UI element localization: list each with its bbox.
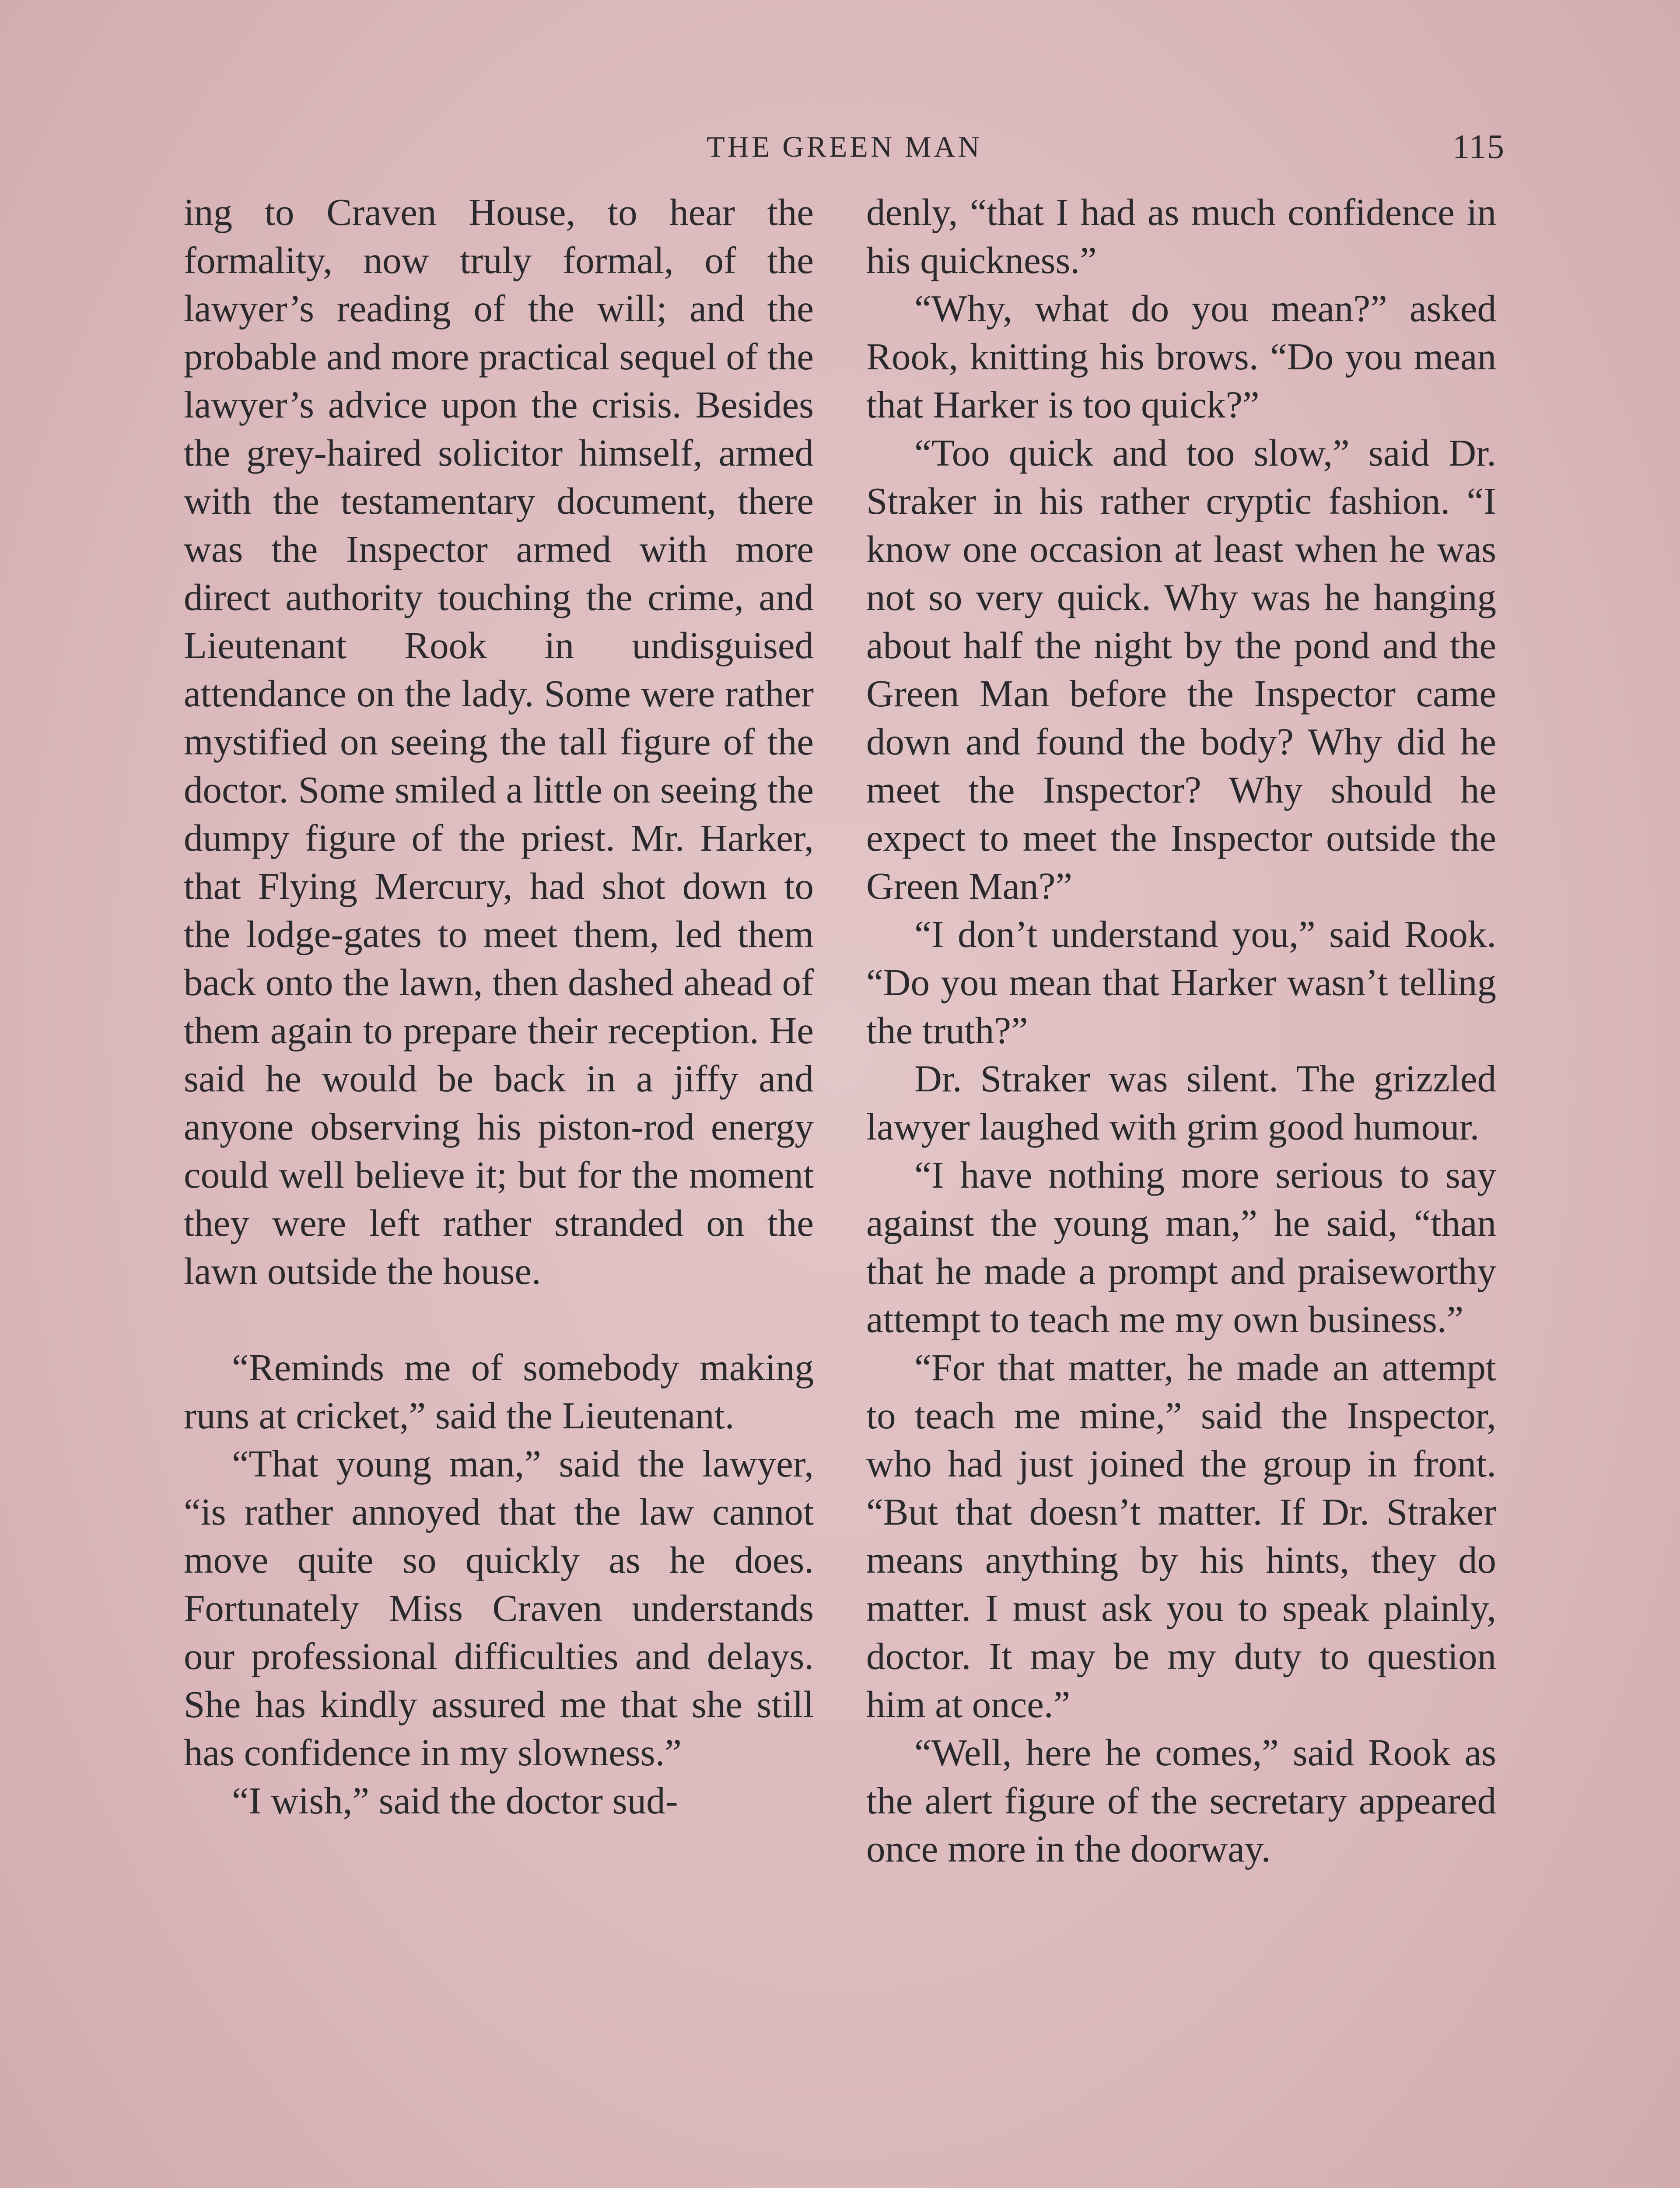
- paragraph: “Why, what do you mean?” asked Rook, knitting his brows. “Do you mean that Harker is too quick?”: [866, 287, 1496, 426]
- paragraph: “I don’t understand you,” said Rook. “Do you mean that Harker wasn’t telling the truth?”: [866, 913, 1496, 1052]
- page-number: 115: [1452, 127, 1505, 165]
- paragraph: “Reminds me of somebody making runs at cricket,” said the Lieutenant.: [184, 1346, 814, 1437]
- paragraph: “I have nothing more serious to say against the young man,” he said, “than that he made a prompt and praiseworthy attempt to teach me my own business.”: [866, 1154, 1496, 1340]
- paragraph: “Too quick and too slow,” said Dr. Straker in his rather cryptic fashion. “I know one occasion at least when he was not so very quick. Why was he hanging about half the night by the pond and the Green Man before the Inspector came down and found the body? Why did he meet the Inspector? Why should he expect to meet the Inspector outside the Green Man?”: [866, 431, 1496, 907]
- paragraph: “Well, here he comes,” said Rook as the alert figure of the secretary appeared once more in the doorway.: [866, 1731, 1496, 1870]
- paragraph: “That young man,” said the lawyer, “is rather annoyed that the law cannot move quite so quickly as he does. Fortunately Miss Craven understands our professional difficulties and delays. She has kindly assured me that she still has confidence in my slowness.”: [184, 1442, 814, 1774]
- left-column: [184, 188, 814, 1825]
- paragraph: ing to Craven House, to hear the formality, now truly formal, of the lawyer’s reading of the will; and the probable and more practical sequel of the lawyer’s advice upon the crisis. Besides the grey-haired solicitor himself, armed with the testamentary document, there was the Inspector armed with more direct authority touching the crime, and Lieutenant Rook in undisguised attendance on the lady. Some were rather mystified on seeing the tall figure of the doctor. Some smiled a little on seeing the dumpy figure of the priest. Mr. Harker, that Flying Mercury, had shot down to the lodge-gates to meet them, led them back onto the lawn, then dashed ahead of them again to prepare their reception. He said he would be back in a jiffy and anyone observing his piston-rod energy could well believe it; but for the moment they were left rather stranded on the lawn outside the house.: [184, 191, 814, 1292]
- running-head: [184, 125, 1505, 168]
- paragraph: denly, “that I had as much confidence in his quickness.”: [866, 191, 1496, 281]
- paragraph: “I wish,” said the doctor sud-: [232, 1779, 678, 1822]
- paragraph: Dr. Straker was silent. The grizzled lawyer laughed with grim good humour.: [866, 1057, 1496, 1148]
- right-column: [866, 188, 1496, 1873]
- paragraph: “For that matter, he made an attempt to teach me mine,” said the Inspector, who had just joined the group in front. “But that doesn’t matter. If Dr. Straker means anything by his hints, they do matter. I must ask you to speak plainly, doctor. It may be my duty to question him at once.”: [866, 1346, 1496, 1725]
- running-title: THE GREEN MAN: [707, 130, 982, 163]
